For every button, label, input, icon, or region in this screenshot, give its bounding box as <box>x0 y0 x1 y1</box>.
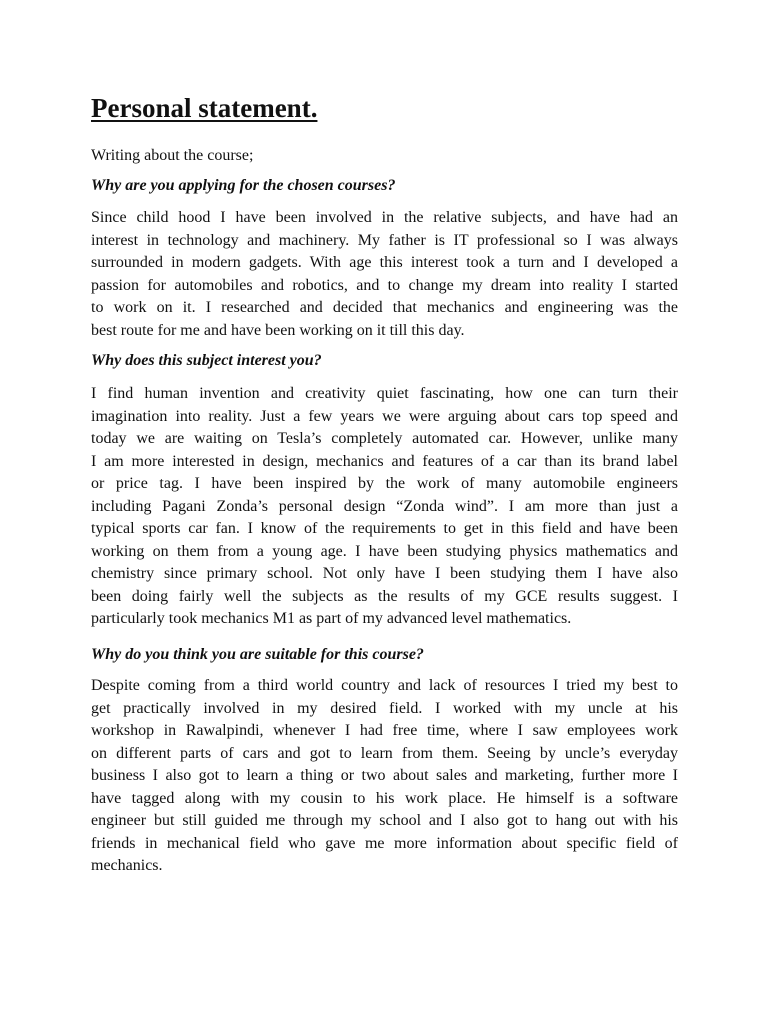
section-3-question: Why do you think you are suitable for this course? <box>91 646 424 663</box>
paragraph-line: working on them from a young age. I have been studying physics mathematics and <box>91 542 678 560</box>
paragraph-line: engineer but still guided me through my school and I also got to hang out with his <box>91 812 678 829</box>
paragraph-line: I find human invention and creativity quiet fascinating, how one can turn their <box>91 385 678 402</box>
paragraph-line: surrounded in modern gadgets. With age this interest took a turn and I developed a <box>91 254 678 271</box>
section-3-paragraph <box>91 675 678 878</box>
paragraph-line: Despite coming from a third world country and lack of resources I tried my best to <box>91 677 678 694</box>
paragraph-line: including Pagani Zonda’s personal design “Zonda wind”. I am more than just a <box>91 497 678 515</box>
intro-line: Writing about the course; <box>91 147 254 164</box>
paragraph-line: today we are waiting on Tesla’s completely automated car. However, unlike many <box>91 430 678 447</box>
paragraph-line: typical sports car fan. I know of the requirements to get in this field and have been <box>91 520 678 537</box>
section-2-paragraph <box>91 383 678 631</box>
paragraph-line: I am more interested in design, mechanics and features of a car than its brand label <box>91 452 678 470</box>
paragraph-line: workshop in Rawalpindi, whenever I had free time, where I saw employees work <box>91 722 678 739</box>
paragraph-line: passion for automobiles and robotics, and to change my dream into reality I started <box>91 276 678 294</box>
section-1-question: Why are you applying for the chosen courses? <box>91 177 396 194</box>
paragraph-line: to work on it. I researched and decided that mechanics and engineering was the <box>91 299 678 316</box>
paragraph-line: been doing fairly well the subjects as the results of my GCE results suggest. I <box>91 587 678 605</box>
paragraph-line: friends in mechanical field who gave me more information about specific field of <box>91 834 678 852</box>
paragraph-line: particularly took mechanics M1 as part of my advanced level mathematics. <box>91 610 572 627</box>
paragraph-line: have tagged along with my cousin to his work place. He himself is a software <box>91 789 678 807</box>
document-title: Personal statement. <box>91 93 318 123</box>
section-2-question: Why does this subject interest you? <box>91 352 322 369</box>
paragraph-line: business I also got to learn a thing or two about sales and marketing, further more I <box>91 767 678 784</box>
section-1-paragraph <box>91 207 678 342</box>
paragraph-line: interest in technology and machinery. My father is IT professional so I was always <box>91 231 678 249</box>
paragraph-line: or price tag. I have been inspired by the work of many automobile engineers <box>91 475 678 492</box>
paragraph-line: on different parts of cars and got to learn from them. Seeing by uncle’s everyday <box>91 744 678 762</box>
paragraph-line: mechanics. <box>91 857 163 874</box>
paragraph-line: best route for me and have been working on it till this day. <box>91 321 465 339</box>
paragraph-line: imagination into reality. Just a few years we were arguing about cars top speed and <box>91 407 678 425</box>
paragraph-line: get practically involved in my desired field. I worked with my uncle at his <box>91 699 678 717</box>
paragraph-line: chemistry since primary school. Not only have I been studying them I have also <box>91 565 678 582</box>
paragraph-line: Since child hood I have been involved in the relative subjects, and have had an <box>91 209 678 226</box>
